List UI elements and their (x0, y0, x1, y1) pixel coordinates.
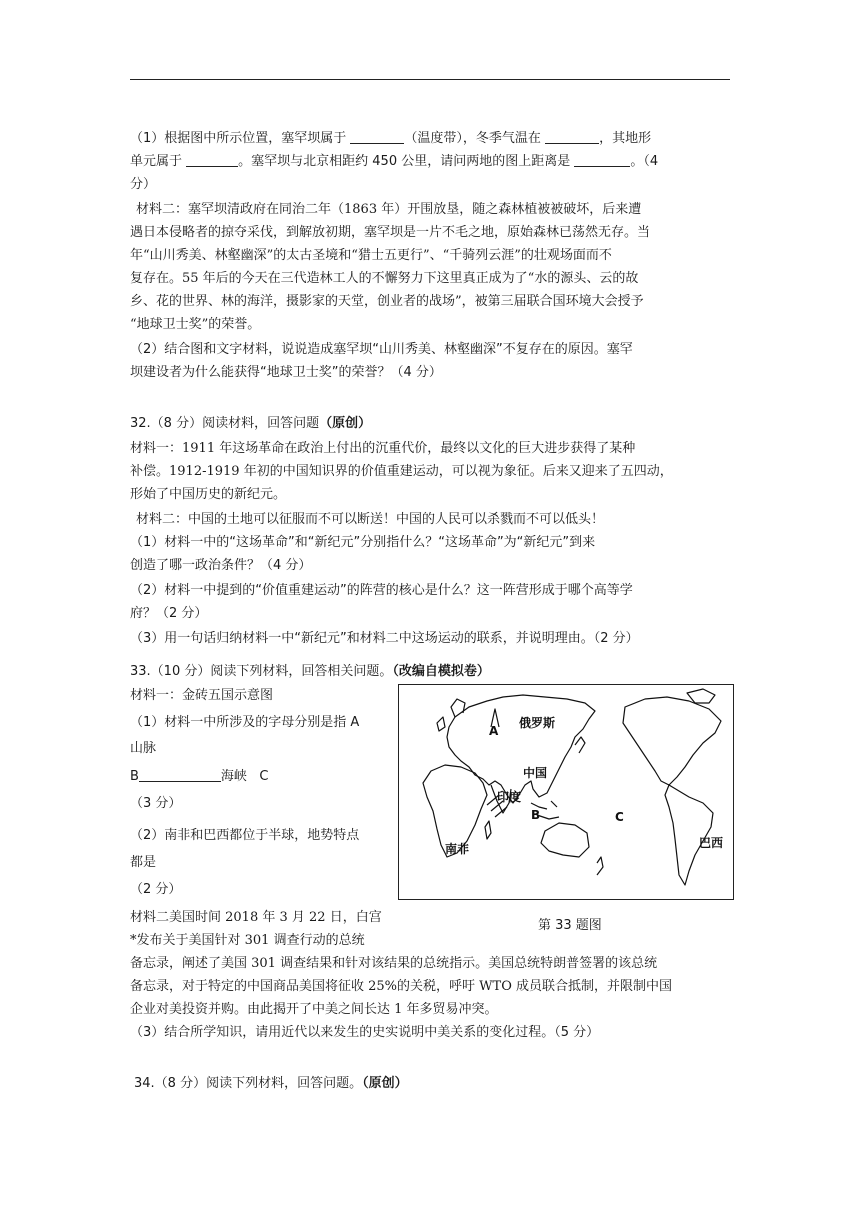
madagascar-outline (485, 821, 491, 839)
label-b: B (531, 808, 541, 822)
world-map-outline (399, 685, 733, 899)
q33-sub2-line2: 都是 (130, 855, 157, 870)
header-rule (130, 79, 730, 80)
q31-material2-line4: 复存在。55 年后的今天在三代造林工人的不懈努力下这里真正成为了“水的源头、云的故 (130, 271, 639, 286)
q32-sub1-line2: 创造了哪一政治条件？（4 分） (130, 558, 312, 573)
figure-caption: 第 33 题图 (538, 918, 602, 933)
q33-sub2-line3: （2 分） (130, 882, 182, 897)
q33-sub2-line1: （2）南非和巴西都位于半球，地势特点 (130, 828, 360, 843)
label-a: A (489, 724, 499, 738)
q31-sub2-line1: （2）结合图和文字材料，说说造成塞罕坝“山川秀美、林壑幽深”不复存在的原因。塞罕 (130, 342, 633, 357)
answer-blank[interactable] (545, 129, 599, 144)
q32-material1-line2: 补偿。1912-1919 年初的中国知识界的价值重建运动，可以视为象征。后来又迎来了五四动， (130, 464, 673, 479)
q33-material2-line1: 材料二美国时间 2018 年 3 月 22 日，白宫 (130, 910, 382, 925)
q33-sub1-line1: （1）材料一中所涉及的字母分别是指 A (130, 715, 360, 730)
label-russia: 俄罗斯 (519, 716, 556, 730)
answer-blank[interactable] (350, 129, 404, 144)
label-brazil: 巴西 (699, 836, 724, 850)
q31-sub1-line2: 单元属于 。塞罕坝与北京相距约 450 公里，请问两地的图上距离是 。（4 (130, 154, 659, 169)
new-zealand-outline (597, 857, 603, 875)
eurasia-outline (447, 695, 595, 803)
q31-material2-line5: 乡、花的世界、林的海洋，摄影家的天堂，创业者的战场”，被第三届联合国环境大会授予 (130, 294, 644, 309)
q31-material2-line2: 遇日本侵略者的掠夺采伐，到解放初期，塞罕坝是一片不毛之地，原始森林已荡然无存。当 (130, 225, 651, 240)
british-isles-outline (437, 717, 445, 731)
q32-heading: 32.（8 分）阅读材料，回答问题（原创） (130, 416, 372, 431)
answer-blank[interactable] (139, 767, 221, 782)
answer-blank[interactable] (574, 152, 630, 167)
greenland-outline (687, 689, 715, 703)
q33-material1: 材料一：金砖五国示意图 (130, 688, 274, 703)
label-c: C (615, 810, 624, 824)
q34-heading: 34.（8 分）阅读下列材料，回答问题。（原创） (134, 1076, 408, 1091)
q31-material2-line1: 材料二：塞罕坝清政府在同治二年（1863 年）开围放垦，随之森林植被被破坏，后来遭 (136, 202, 642, 217)
label-india: 印度 (497, 790, 522, 804)
q32-sub1-line1: （1）材料一中的“这场革命”和“新纪元”分别指什么？“这场革命”为“新纪元”到来 (130, 535, 596, 550)
label-china: 中国 (523, 766, 548, 780)
q31-sub1-line1: （1）根据图中所示位置，塞罕坝属于 （温度带），冬季气温在 ，其地形 (130, 131, 652, 146)
q31-material2-line3: 年“山川秀美、林壑幽深”的太古圣境和“猎士五更行”、“千骑列云涯”的壮观场面而不 (130, 248, 612, 263)
q33-material2-line5: 企业对美投资并购。由此揭开了中美之间长达 1 年多贸易冲突。 (130, 1002, 498, 1017)
q32-sub3: （3）用一句话归纳材料一中“新纪元”和材料二中这场运动的联系，并说明理由。（2 分） (130, 631, 639, 646)
q31-sub2-line2: 坝建设者为什么能获得“地球卫士奖”的荣誉？（4 分） (130, 365, 442, 380)
q33-material2-line4: 备忘录，对于特定的中国商品美国将征收 25%的关税，呼吁 WTO 成员联合抵制，并限制中国 (130, 979, 672, 994)
q32-material1-line3: 形始了中国历史的新纪元。 (130, 487, 287, 502)
q33-sub3: （3）结合所学知识，请用近代以来发生的史实说明中美关系的变化过程。（5 分） (130, 1025, 600, 1040)
q32-sub2-line2: 府？（2 分） (130, 606, 208, 621)
answer-blank[interactable] (186, 152, 238, 167)
q32-material1-line1: 材料一：1911 年这场革命在政治上付出的沉重代价，最终以文化的巨大进步获得了某种 (130, 441, 636, 456)
q33-material2-line2: *发布关于美国针对 301 调查行动的总统 (130, 933, 365, 948)
q31-sub1-line3: 分） (130, 177, 157, 192)
q33-sub1-line4: （3 分） (130, 796, 182, 811)
south-america-outline (665, 785, 713, 885)
q32-sub2-line1: （2）材料一中提到的“价值重建运动”的阵营的核心是什么？这一阵营形成于哪个高等学 (130, 583, 633, 598)
brics-world-map (398, 684, 734, 900)
north-america-outline (623, 697, 721, 785)
q33-heading: 33.（10 分）阅读下列材料，回答相关问题。（改编自模拟卷） (130, 664, 490, 679)
q33-material2-line3: 备忘录，阐述了美国 301 调查结果和针对该结果的总统指示。美国总统特朗普签署的该总统 (130, 956, 658, 971)
q32-material2: 材料二：中国的土地可以征服而不可以断送！中国的人民可以杀戮而不可以低头！ (136, 512, 605, 527)
japan-outline (575, 737, 585, 753)
australia-outline (541, 823, 589, 857)
q33-sub1-line2: 山脉 (130, 741, 157, 756)
q31-material2-line6: “地球卫士奖”的荣誉。 (130, 317, 261, 332)
label-south-africa: 南非 (445, 842, 470, 856)
q33-sub1-line3: B 海峡 C (130, 769, 269, 784)
